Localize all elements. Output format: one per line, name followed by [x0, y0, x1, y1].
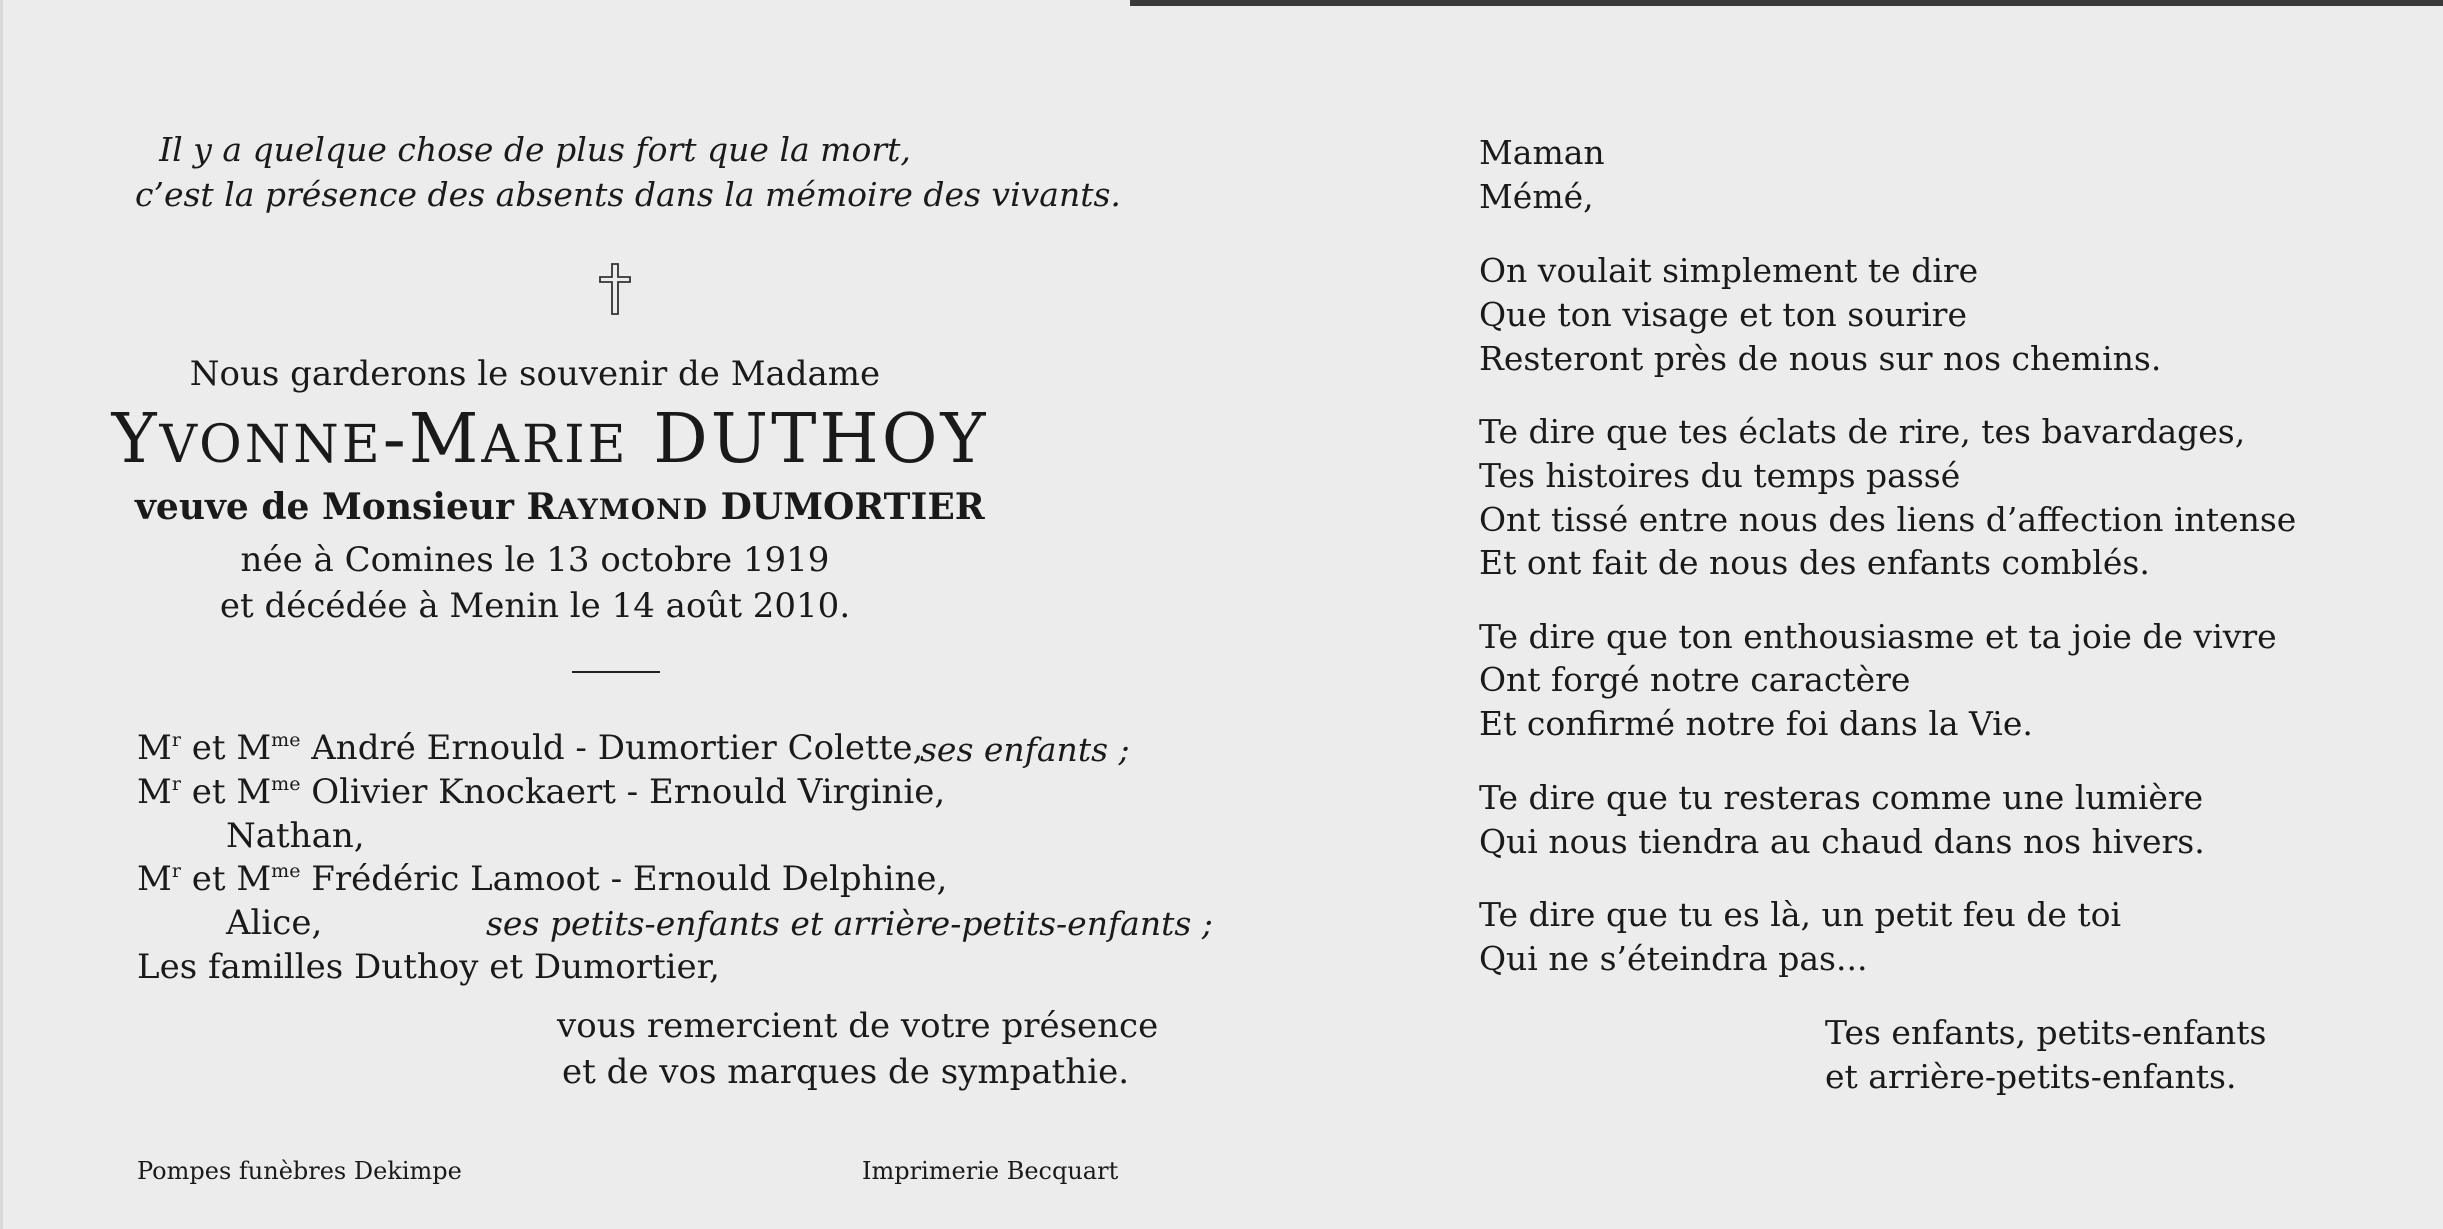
memorial-intro: Nous garderons le souvenir de Madame — [189, 354, 881, 394]
widow-first-initial: R — [526, 486, 557, 528]
tag-children: ses enfants ; — [920, 730, 1130, 769]
poem-line: Ont forgé notre caractère — [1479, 660, 1911, 699]
epigraph-line-2: c’est la présence des absents dans la mémoire des vivants. — [135, 175, 1121, 214]
poem-line: Maman — [1479, 133, 1605, 172]
footer-funeral-home: Pompes funèbres Dekimpe — [137, 1157, 462, 1185]
card-left-edge — [0, 0, 3, 1229]
title-mr-sup: r — [171, 729, 181, 751]
poem-signature-2: et arrière-petits-enfants. — [1825, 1057, 2237, 1096]
conj-et: et — [191, 859, 226, 899]
widow-prefix: veuve de Monsieur — [135, 486, 514, 528]
title-mme-sup: me — [271, 729, 301, 751]
title-mme-sup: me — [271, 773, 301, 795]
conj-et: et — [191, 772, 226, 812]
death-line: et décédée à Menin le 14 août 2010. — [219, 586, 851, 626]
family-line-3: Nathan, — [226, 816, 365, 856]
poem-line: Te dire que tu resteras comme une lumière — [1479, 778, 2204, 817]
poem-line: Resteront près de nous sur nos chemins. — [1479, 339, 2162, 378]
title-mr-sup: r — [171, 860, 181, 882]
poem-line: Te dire que ton enthousiasme et ta joie de vivre — [1479, 617, 2277, 656]
title-mme: M — [236, 859, 272, 899]
conj-et: et — [191, 728, 226, 768]
birth-line: née à Comines le 13 octobre 1919 — [240, 540, 830, 580]
title-mme: M — [236, 772, 272, 812]
title-mme: M — [236, 728, 272, 768]
tag-grandchildren: ses petits-enfants et arrière-petits-enfants ; — [486, 904, 1213, 943]
name-rest-1: VONNE — [159, 415, 383, 475]
poem-line: Te dire que tes éclats de rire, tes bavardages, — [1479, 412, 2246, 451]
title-mr: M — [137, 728, 172, 768]
family-line-5: Alice, — [226, 903, 323, 943]
poem-line: Mémé, — [1479, 177, 1594, 216]
thanks-line-2: et de vos marques de sympathie. — [562, 1052, 1130, 1092]
cross-icon — [598, 262, 632, 316]
family-names-1: André Ernould - Dumortier Colette, — [311, 728, 924, 768]
epigraph-line-1: Il y a quelque chose de plus fort que la mort, — [159, 130, 911, 169]
card-top-border — [1130, 0, 2443, 6]
widow-line — [135, 486, 985, 528]
thanks-line-1: vous remercient de votre présence — [557, 1006, 1159, 1046]
divider — [572, 671, 660, 673]
family-names-4: Frédéric Lamoot - Ernould Delphine, — [311, 859, 948, 899]
poem-line: Et ont fait de nous des enfants comblés. — [1479, 543, 2150, 582]
deceased-surname: DUTHOY — [653, 400, 989, 479]
poem-line: On voulait simplement te dire — [1479, 251, 1979, 290]
name-initial-1: Y — [111, 400, 160, 479]
poem-line: Te dire que tu es là, un petit feu de toi — [1479, 895, 2122, 934]
title-mr-sup: r — [171, 773, 181, 795]
family-line-2 — [137, 772, 945, 812]
widow-surname: DUMORTIER — [720, 486, 985, 528]
family-line-1 — [137, 728, 923, 768]
poem-line: Que ton visage et ton sourire — [1479, 295, 1967, 334]
family-names-2: Olivier Knockaert - Ernould Virginie, — [311, 772, 946, 812]
poem-signature-1: Tes enfants, petits-enfants — [1825, 1013, 2267, 1052]
family-line-6: Les familles Duthoy et Dumortier, — [137, 947, 720, 987]
poem-line: Qui nous tiendra au chaud dans nos hivers. — [1479, 822, 2205, 861]
title-mr: M — [137, 859, 172, 899]
poem-line: Et confirmé notre foi dans la Vie. — [1479, 704, 2033, 743]
name-rest-2: ARIE — [481, 415, 629, 475]
family-line-4 — [137, 859, 947, 899]
widow-first-rest: AYMOND — [556, 493, 709, 526]
deceased-name — [100, 400, 1000, 479]
poem-line: Qui ne s’éteindra pas... — [1479, 939, 1868, 978]
name-separator: - — [382, 400, 409, 479]
name-initial-2: M — [408, 400, 482, 479]
footer-printer: Imprimerie Becquart — [862, 1157, 1119, 1185]
title-mr: M — [137, 772, 172, 812]
poem-line: Tes histoires du temps passé — [1479, 456, 1961, 495]
title-mme-sup: me — [271, 860, 301, 882]
poem-line: Ont tissé entre nous des liens d’affection intense — [1479, 500, 2297, 539]
